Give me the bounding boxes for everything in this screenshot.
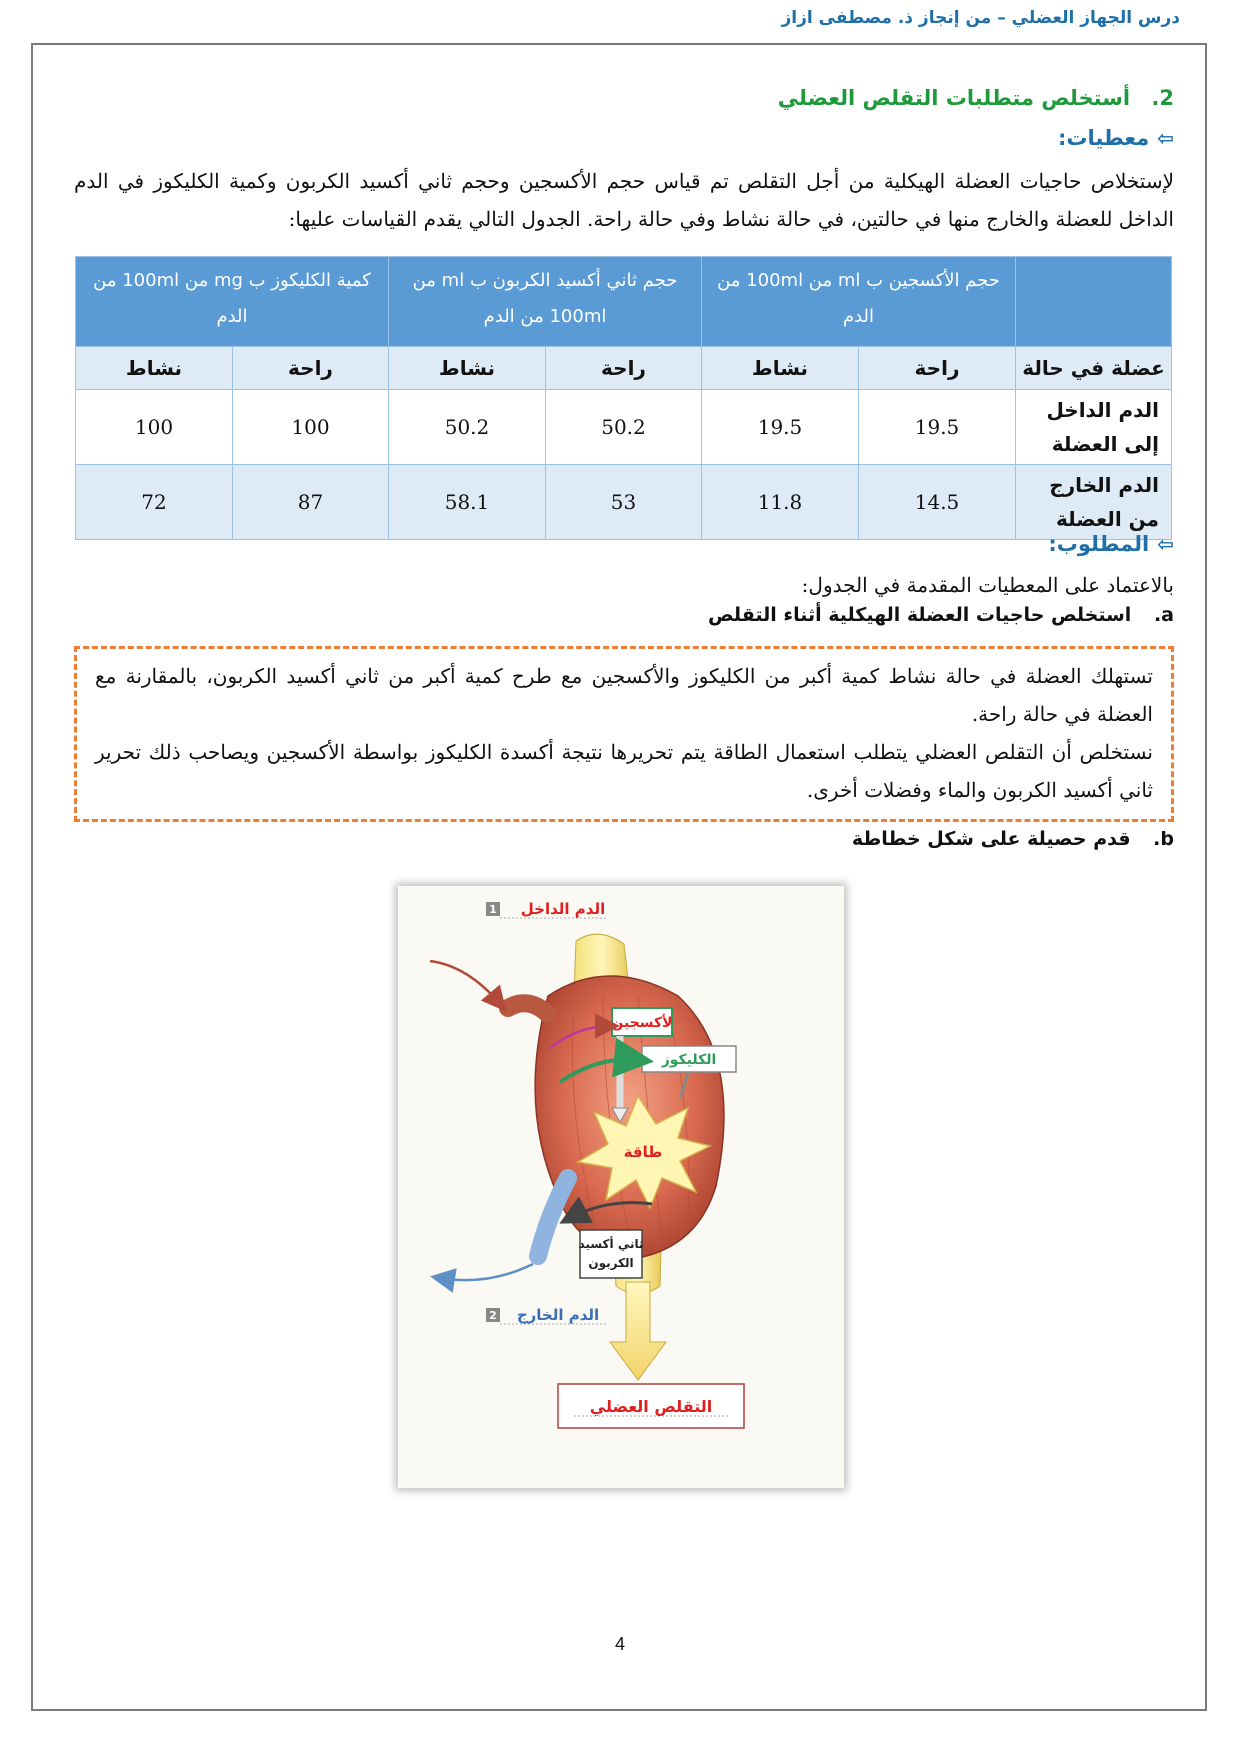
table-row [76,465,1172,540]
sub-header: راحة [233,347,389,390]
question-a [74,604,1222,626]
blood-out-label: الدم الخارج [516,1306,600,1324]
contraction-arrow [610,1282,666,1380]
page-number: 4 [614,1634,625,1654]
co2-label-line1: ثاني أكسيد [578,1237,644,1251]
col-header-co2: حجم ثاني أكسيد الكربون ب ml من 100ml من الدم [389,257,702,347]
label-1-number: 1 [489,903,497,916]
section-title [74,86,1198,110]
answer-box [74,646,1174,822]
sub-header: راحة [546,347,702,390]
table-cell: 58.1 [389,465,546,540]
blood-in-arrow [430,961,500,1004]
required-heading-text: المطلوب: [1048,532,1150,556]
question-a-text: استخلص حاجيات العضلة الهيكلية أثناء التقلص [708,604,1132,626]
question-b-marker: b. [1153,828,1174,850]
required-heading [74,532,1174,556]
givens-heading [74,126,1174,150]
table-cell: 19.5 [702,390,859,465]
table-cell: 53 [546,465,702,540]
required-intro: بالاعتماد على المعطيات المقدمة في الجدول: [801,573,1174,597]
table-cell: 50.2 [546,390,702,465]
measurements-table [75,256,1172,540]
co2-label-line2: الكربون [588,1256,634,1270]
question-b [74,828,1222,850]
sub-header: نشاط [702,347,859,390]
blood-out-arrow [440,1264,533,1280]
arrow-right-icon: ⇦ [1157,126,1174,150]
table-cell: 87 [233,465,389,540]
row-label: الدم الداخل إلى العضلة [1016,390,1172,465]
table-cell: 14.5 [859,465,1016,540]
energy-label: طاقة [623,1143,663,1161]
label-2-number: 2 [489,1309,497,1322]
table-header-row [76,257,1172,347]
oxygen-label: لأكسجين [611,1015,673,1031]
muscle-diagram [398,886,844,1488]
col-header-oxygen: حجم الأكسجين ب ml من 100ml من الدم [702,257,1016,347]
table-cell: 100 [76,390,233,465]
sub-header: راحة [859,347,1016,390]
muscle-diagram-svg [398,886,844,1488]
table-cell: 50.2 [389,390,546,465]
table-cell: 72 [76,465,233,540]
running-header: درس الجهاز العضلي – من إنجاز ذ. مصطفى ازاز [781,8,1180,28]
sub-header: نشاط [389,347,546,390]
section-title-text: أستخلص متطلبات التقلص العضلي [777,86,1131,110]
section-number: 2. [1151,86,1174,110]
arrow-right-icon: ⇦ [1157,532,1174,556]
col-header-glucose: كمية الكليكوز ب mg من 100ml من الدم [76,257,389,347]
question-b-text: قدم حصيلة على شكل خطاطة [851,828,1131,850]
answer-paragraph-2: نستخلص أن التقلص العضلي يتطلب استعمال الطاقة يتم تحريرها نتيجة أكسدة الكليكوز بواسطة الأكسجين ويصاحب ذلك تحرير ثاني أكسيد الكربون والماء وفضلات أخرى. [95,740,1153,802]
givens-paragraph: لإستخلاص حاجيات العضلة الهيكلية من أجل التقلص تم قياس حجم الأكسجين وحجم ثاني أكسيد الكربون وكمية الكليكوز في الدم الداخل للعضلة والخارج منها في حالتين، في حالة نشاط وفي حالة راحة. الجدول التالي يقدم القياسات عليها: [74,169,1174,231]
givens-heading-text: معطيات: [1057,126,1150,150]
table-row [76,390,1172,465]
blood-in-label: الدم الداخل [520,900,606,918]
contraction-label: التقلص العضلي [589,1397,713,1416]
table-subheader-row [76,347,1172,390]
vein [538,1178,568,1256]
table-cell: 11.8 [702,465,859,540]
row-label: الدم الخارج من العضلة [1016,465,1172,540]
table-corner-cell [1016,257,1172,347]
glucose-label: الكليكوز [661,1052,717,1068]
answer-paragraph-1: تستهلك العضلة في حالة نشاط كمية أكبر من الكليكوز والأكسجين مع طرح كمية أكبر من ثاني أكسيد الكربون، بالمقارنة مع العضلة في حالة راحة. [95,664,1153,726]
row-header-label: عضلة في حالة [1016,347,1172,390]
question-a-marker: a. [1153,604,1174,626]
table-cell: 19.5 [859,390,1016,465]
artery [508,1003,548,1014]
sub-header: نشاط [76,347,233,390]
table-cell: 100 [233,390,389,465]
